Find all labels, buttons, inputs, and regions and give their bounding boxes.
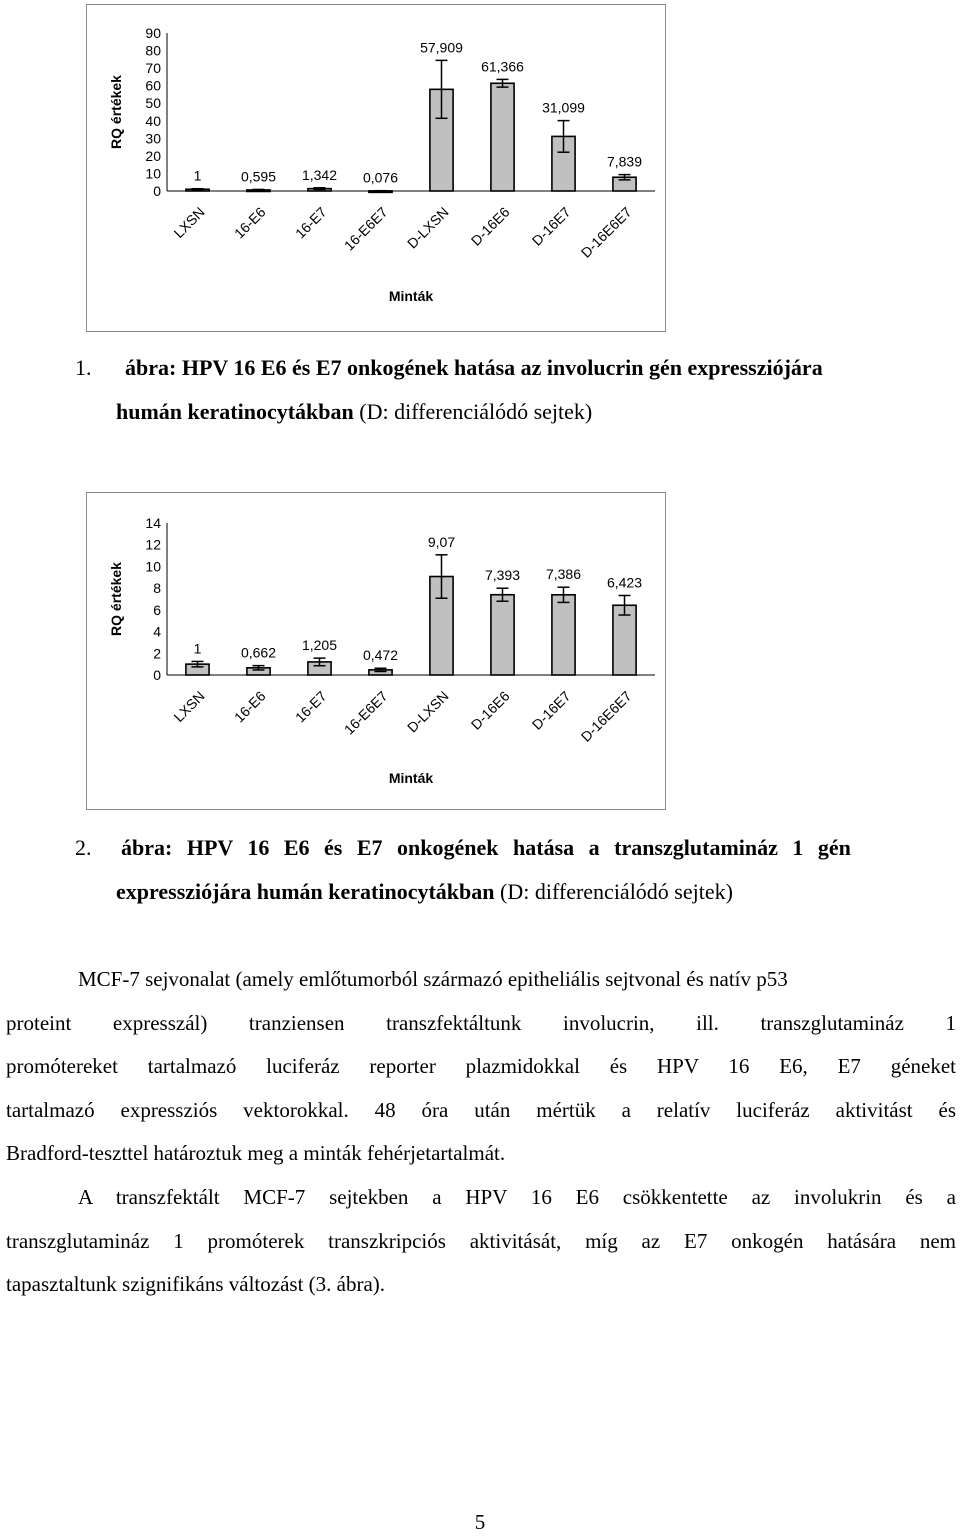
bar <box>491 83 514 191</box>
x-tick-label: LXSN <box>170 687 208 725</box>
figure-1-caption-bold: humán keratinocytákban <box>116 399 354 424</box>
data-label: 1 <box>193 640 202 657</box>
x-tick-label: 16-E6 <box>230 203 269 242</box>
y-tick-label: 30 <box>145 130 161 147</box>
figure-1-svg <box>87 5 665 331</box>
y-tick-label: 2 <box>153 645 161 662</box>
figure-2-caption-line2 <box>116 870 956 914</box>
bar <box>491 595 514 675</box>
figure-2-caption-rest: (D: differenciálódó sejtek) <box>494 879 733 904</box>
data-label: 31,099 <box>542 99 585 116</box>
y-tick-label: 20 <box>145 147 161 164</box>
page-number: 5 <box>474 1510 486 1534</box>
figure-2-caption-bold: expressziójára humán keratinocytákban <box>116 879 495 904</box>
y-tick-label: 0 <box>153 667 161 683</box>
paragraph-line: MCF-7 sejvonalat (amely emlőtumorból származó epitheliális sejtvonal és natív p53 <box>78 967 788 991</box>
x-tick-label: D-LXSN <box>403 687 452 736</box>
figure-1-caption-line1: ábra: HPV 16 E6 és E7 onkogének hatása az involucrin gén expressziójára <box>125 355 823 380</box>
y-tick-label: 14 <box>145 515 161 531</box>
body-paragraph-2 <box>6 1176 956 1307</box>
y-tick-label: 8 <box>153 580 161 597</box>
data-label: 9,07 <box>427 533 456 550</box>
x-tick-label: D-16E6 <box>467 687 513 733</box>
paragraph-line: tartalmazó expressziós vektorokkal. 48 óra után mértük a relatív luciferáz aktivitást és <box>6 1097 956 1122</box>
x-tick-label: D-16E7 <box>528 203 574 249</box>
x-axis-label: Minták <box>388 288 434 304</box>
data-label: 61,366 <box>481 58 524 75</box>
y-tick-label: 10 <box>145 558 161 575</box>
y-tick-label: 70 <box>145 60 161 77</box>
y-axis-label: RQ értékek <box>108 562 124 636</box>
paragraph-line: transzglutamináz 1 promóterek transzkripciós aktivitását, míg az E7 onkogén hatására nem <box>6 1228 956 1253</box>
y-tick-label: 50 <box>145 95 161 112</box>
data-label: 57,909 <box>420 39 463 56</box>
figure-2-number: 2. <box>75 835 92 860</box>
data-label: 1 <box>193 167 202 184</box>
x-axis-label: Minták <box>388 770 434 786</box>
y-tick-label: 6 <box>153 601 161 618</box>
paragraph-line: promótereket tartalmazó luciferáz reporter plazmidokkal és HPV 16 E6, E7 géneket <box>6 1054 956 1078</box>
data-label: 7,839 <box>606 153 643 170</box>
body-paragraph-1 <box>6 958 956 1176</box>
figure-2-svg <box>87 493 665 809</box>
x-tick-label: D-16E6 <box>467 203 513 249</box>
data-label: 6,423 <box>606 574 643 591</box>
data-label: 0,472 <box>362 647 399 664</box>
data-label: 1,342 <box>301 166 338 183</box>
x-tick-label: 16-E7 <box>291 203 330 242</box>
figure-2-caption <box>75 826 955 870</box>
x-tick-label: D-16E6E7 <box>577 687 635 745</box>
data-label: 7,393 <box>484 567 521 584</box>
y-tick-label: 0 <box>153 183 161 199</box>
x-tick-label: 16-E7 <box>291 687 330 726</box>
data-label: 7,386 <box>545 566 582 583</box>
bar <box>552 595 575 675</box>
y-tick-label: 60 <box>145 77 161 94</box>
data-label: 1,205 <box>301 637 338 654</box>
data-label: 0,076 <box>362 169 399 186</box>
y-tick-label: 4 <box>153 623 161 640</box>
paragraph-line: proteint expresszál) tranziensen transzfektáltunk involucrin, ill. transzglutamináz 1 <box>6 1010 956 1035</box>
figure-2-chart <box>86 492 666 810</box>
figure-1-caption-line2 <box>116 390 956 434</box>
x-tick-label: D-16E6E7 <box>577 203 635 261</box>
paragraph-line: A transzfektált MCF-7 sejtekben a HPV 16 E6 csökkentette az involukrin és a <box>78 1185 956 1209</box>
x-tick-label: LXSN <box>170 203 208 241</box>
figure-1-caption <box>75 346 955 390</box>
y-tick-label: 12 <box>145 536 161 553</box>
data-label: 0,595 <box>240 168 277 185</box>
x-tick-label: 16-E6 <box>230 687 269 726</box>
x-tick-label: 16-E6E7 <box>340 687 391 738</box>
y-tick-label: 80 <box>145 42 161 59</box>
y-axis-label: RQ értékek <box>108 75 124 149</box>
figure-1-number: 1. <box>75 355 92 380</box>
x-tick-label: D-LXSN <box>403 203 452 252</box>
figure-2-caption-line1: ábra: HPV 16 E6 és E7 onkogének hatása a transzglutamináz 1 gén <box>121 835 851 860</box>
x-tick-label: D-16E7 <box>528 687 574 733</box>
figure-1-caption-rest: (D: differenciálódó sejtek) <box>353 399 593 424</box>
paragraph-line: tapasztaltunk szignifikáns változást (3. ábra). <box>6 1272 386 1296</box>
y-tick-label: 10 <box>145 165 161 182</box>
figure-1-chart <box>86 4 666 332</box>
data-label: 0,662 <box>240 644 277 661</box>
paragraph-line: Bradford-teszttel határoztuk meg a minták fehérjetartalmát. <box>6 1141 506 1165</box>
x-tick-label: 16-E6E7 <box>340 203 391 254</box>
y-tick-label: 40 <box>145 112 161 129</box>
y-tick-label: 90 <box>145 25 161 41</box>
